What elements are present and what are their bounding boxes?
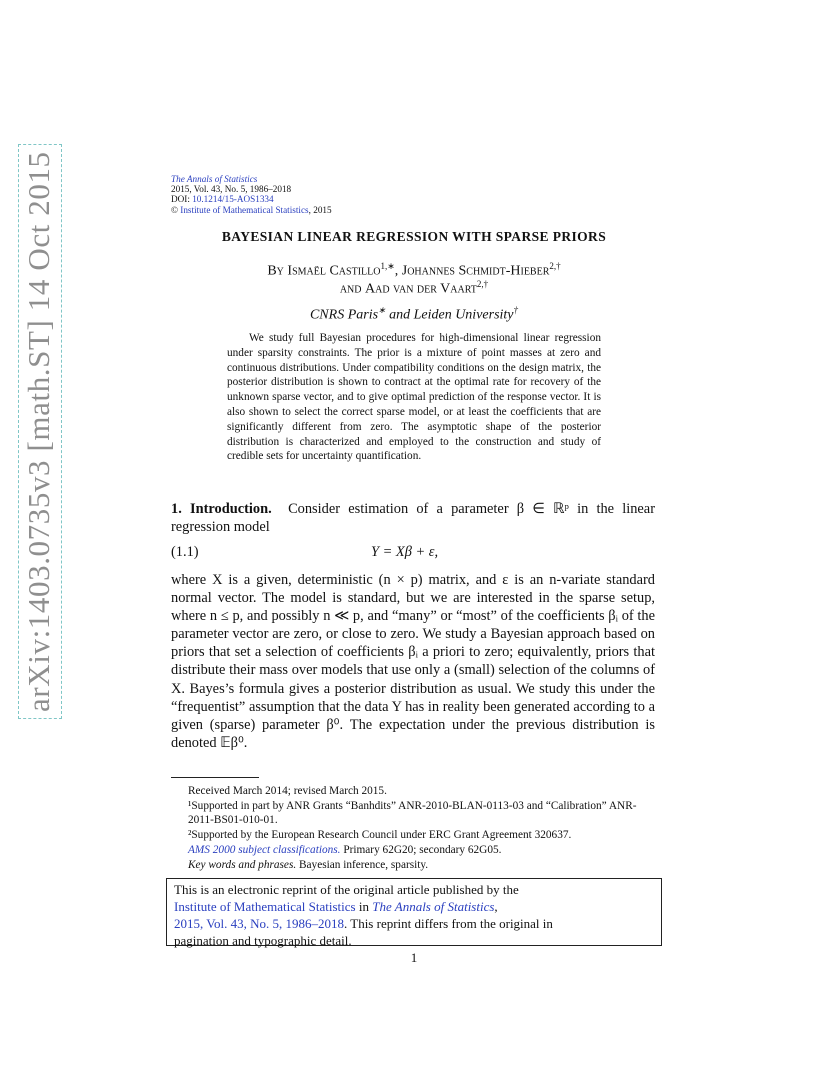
reprint-line-1: This is an electronic reprint of the original article published by the xyxy=(174,882,519,897)
authors-line-1 xyxy=(0,261,828,280)
equation-body: Y = Xβ + ε, xyxy=(371,544,439,560)
journal-header xyxy=(171,174,332,215)
keywords-text: Bayesian inference, sparsity. xyxy=(296,858,429,871)
by-label: By xyxy=(267,263,284,279)
footnote-rule xyxy=(171,777,259,778)
footnote-1: ¹Supported in part by ANR Grants “Banhdits” ANR-2010-BLAN-0113-03 and “Calibration” ANR-2011-BS01-010-01. xyxy=(188,799,637,827)
doi-link[interactable]: 10.1214/15-AOS1334 xyxy=(192,194,274,205)
equation-label: (1.1) xyxy=(171,544,199,560)
institute-link[interactable]: Institute of Mathematical Statistics xyxy=(180,204,309,215)
abstract: We study full Bayesian procedures for high-dimensional linear regression under sparsity constraints. The prior is a mixture of point masses at zero and continuous distributions. Under compatibility conditions on the design matrix, the posterior distribution is shown to contract at the optimal rate for recovery of the unknown sparse vector, and to give optimal prediction of the response vector. It is also shown to select the correct sparse model, or at least the coefficients that are significantly different from zero. The asymptotic shape of the posterior distribution is characterized and employed to the construction and study of credible sets for uncertainty quantification. xyxy=(227,332,601,463)
intro-paragraph-1 xyxy=(171,500,655,536)
reprint-journal-link[interactable]: The Annals of Statistics xyxy=(372,899,495,914)
section-heading: 1. Introduction. xyxy=(171,501,272,517)
reprint-institute-link[interactable]: Institute of Mathematical Statistics xyxy=(174,899,356,914)
author-separator: , xyxy=(394,263,399,279)
ams-classification-link[interactable]: AMS 2000 subject classifications. xyxy=(188,843,341,856)
doi-label: DOI: xyxy=(171,194,190,205)
author-schmidt-hieber: Johannes Schmidt-Hieber xyxy=(401,263,550,279)
affiliation xyxy=(0,305,828,324)
received-note: Received March 2014; revised March 2015. xyxy=(188,785,387,797)
author-castillo-sup: 1,∗ xyxy=(380,261,395,271)
copyright-year: , 2015 xyxy=(308,204,332,215)
affiliation-cnrs: CNRS Paris xyxy=(309,307,379,323)
keywords-label: Key words and phrases. xyxy=(188,858,297,871)
copyright-icon: © xyxy=(171,204,178,215)
reprint-volume-link[interactable]: 2015, Vol. 43, No. 5, 1986–2018 xyxy=(174,916,344,931)
reprint-comma: , xyxy=(494,899,498,914)
affiliation-leiden: and Leiden University xyxy=(385,307,514,323)
authors-line-2 xyxy=(0,279,828,298)
arxiv-identifier-stamp: arXiv:1403.0735v3 [math.ST] 14 Oct 2015 xyxy=(18,144,62,719)
journal-name-link[interactable]: The Annals of Statistics xyxy=(171,174,258,184)
volume-line: 2015, Vol. 43, No. 5, 1986–2018 xyxy=(171,184,292,195)
ams-classification-text: Primary 62G20; secondary 62G05. xyxy=(340,843,502,856)
reprint-in: in xyxy=(355,899,373,914)
intro-paragraph-2: where X is a given, deterministic (n × p) matrix, and ε is an n-variate standard normal vector. The model is standard, but we are interested in the sparse setup, where n ≤ p, and possibly n ≪ p, and “many” or “most” of the coefficients βᵢ of the parameter vector are zero, or close to zero. We study a Bayesian approach based on priors that set a selection of coefficients βᵢ a priori to zero; equivalently, priors that distribute their mass over models that use only a (small) selection of the columns of X. Bayes’s formula gives a posterior distribution as usual. We study this under the “frequentist” assumption that the data Y has in reality been generated according to a given (sparse) parameter β⁰. The expectation under the previous distribution is denoted 𝔼β⁰. xyxy=(171,572,655,751)
and-label: and xyxy=(339,281,362,297)
author-van-der-vaart: Aad van der Vaart xyxy=(365,281,477,297)
footnote-2: ²Supported by the European Research Council under ERC Grant Agreement 320637. xyxy=(188,829,572,842)
paper-title: BAYESIAN LINEAR REGRESSION WITH SPARSE PRIORS xyxy=(221,229,607,244)
affiliation-sup-2: † xyxy=(513,305,519,315)
author-castillo: Ismaël Castillo xyxy=(287,263,381,279)
author-van-der-vaart-sup: 2,† xyxy=(476,279,489,289)
reprint-notice-box xyxy=(166,878,662,946)
affiliation-sup-1: ∗ xyxy=(378,305,386,315)
reprint-rest: . This reprint differs from the original in xyxy=(343,916,553,931)
reprint-line-4: pagination and typographic detail. xyxy=(174,933,352,948)
intro-text-1: Consider estimation of a parameter β ∈ ℝᵖ in the linear regression model xyxy=(171,501,655,536)
page-number: 1 xyxy=(410,950,418,965)
footnotes xyxy=(171,784,655,872)
author-schmidt-hieber-sup: 2,† xyxy=(549,261,561,271)
